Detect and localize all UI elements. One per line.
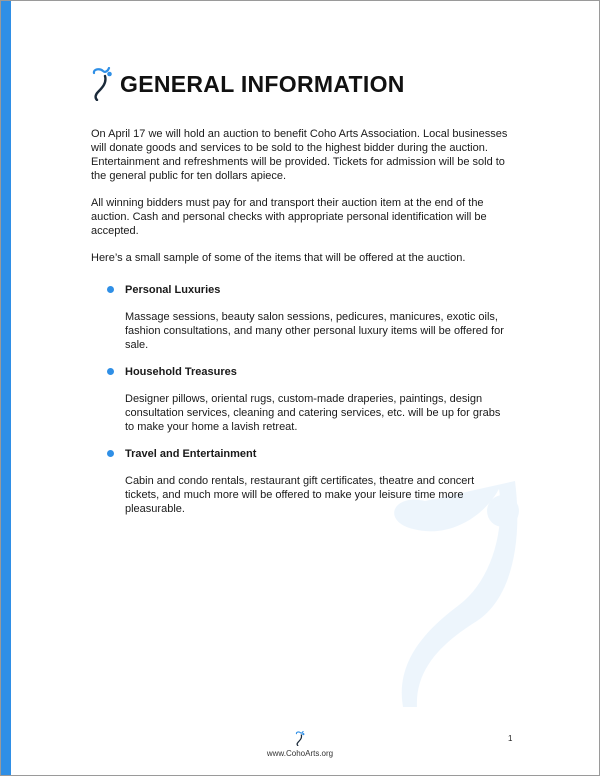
item-title: Travel and Entertainment xyxy=(125,448,257,460)
list-item xyxy=(91,283,511,352)
page-header xyxy=(91,67,405,101)
item-description: Massage sessions, beauty salon sessions, pedicures, manicures, exotic oils, fashion consultations, and many other personal luxury items will be offered for sale. xyxy=(125,311,504,351)
list-item xyxy=(91,365,511,434)
intro-paragraph: On April 17 we will hold an auction to benefit Coho Arts Association. Local businesses will donate goods and services to be sold to the highest bidder during the auction. Entertainment and refreshments will be provided. Tickets for admission will be sold to the general public for ten dollars apiece. xyxy=(91,128,508,182)
dancer-logo-icon xyxy=(91,67,113,101)
page-title: GENERAL INFORMATION xyxy=(120,70,405,97)
dancer-logo-icon xyxy=(295,731,305,746)
website-url[interactable]: www.CohoArts.org xyxy=(266,749,334,758)
document-body xyxy=(91,127,511,529)
list-item xyxy=(91,447,511,516)
sample-paragraph: Here’s a small sample of some of the items that will be offered at the auction. xyxy=(91,252,466,264)
item-description: Designer pillows, oriental rugs, custom-made draperies, paintings, design consultation services, cleaning and catering services, etc. will be up for grabs to make your home a lavish retreat. xyxy=(125,393,501,433)
bullet-dot-icon xyxy=(107,286,114,293)
bullet-dot-icon xyxy=(107,368,114,375)
accent-sidebar-bar xyxy=(1,1,11,775)
payment-paragraph: All winning bidders must pay for and transport their auction item at the end of the auction. Cash and personal checks with appropriate personal identification will be accepted. xyxy=(91,197,487,237)
bullet-dot-icon xyxy=(107,450,114,457)
auction-items-list xyxy=(91,283,511,516)
item-description: Cabin and condo rentals, restaurant gift certificates, theatre and concert tickets, and much more will be offered to make your leisure time more pleasurable. xyxy=(125,475,475,515)
item-title: Personal Luxuries xyxy=(125,284,221,296)
item-title: Household Treasures xyxy=(125,366,237,378)
page-number: 1 xyxy=(508,734,513,743)
